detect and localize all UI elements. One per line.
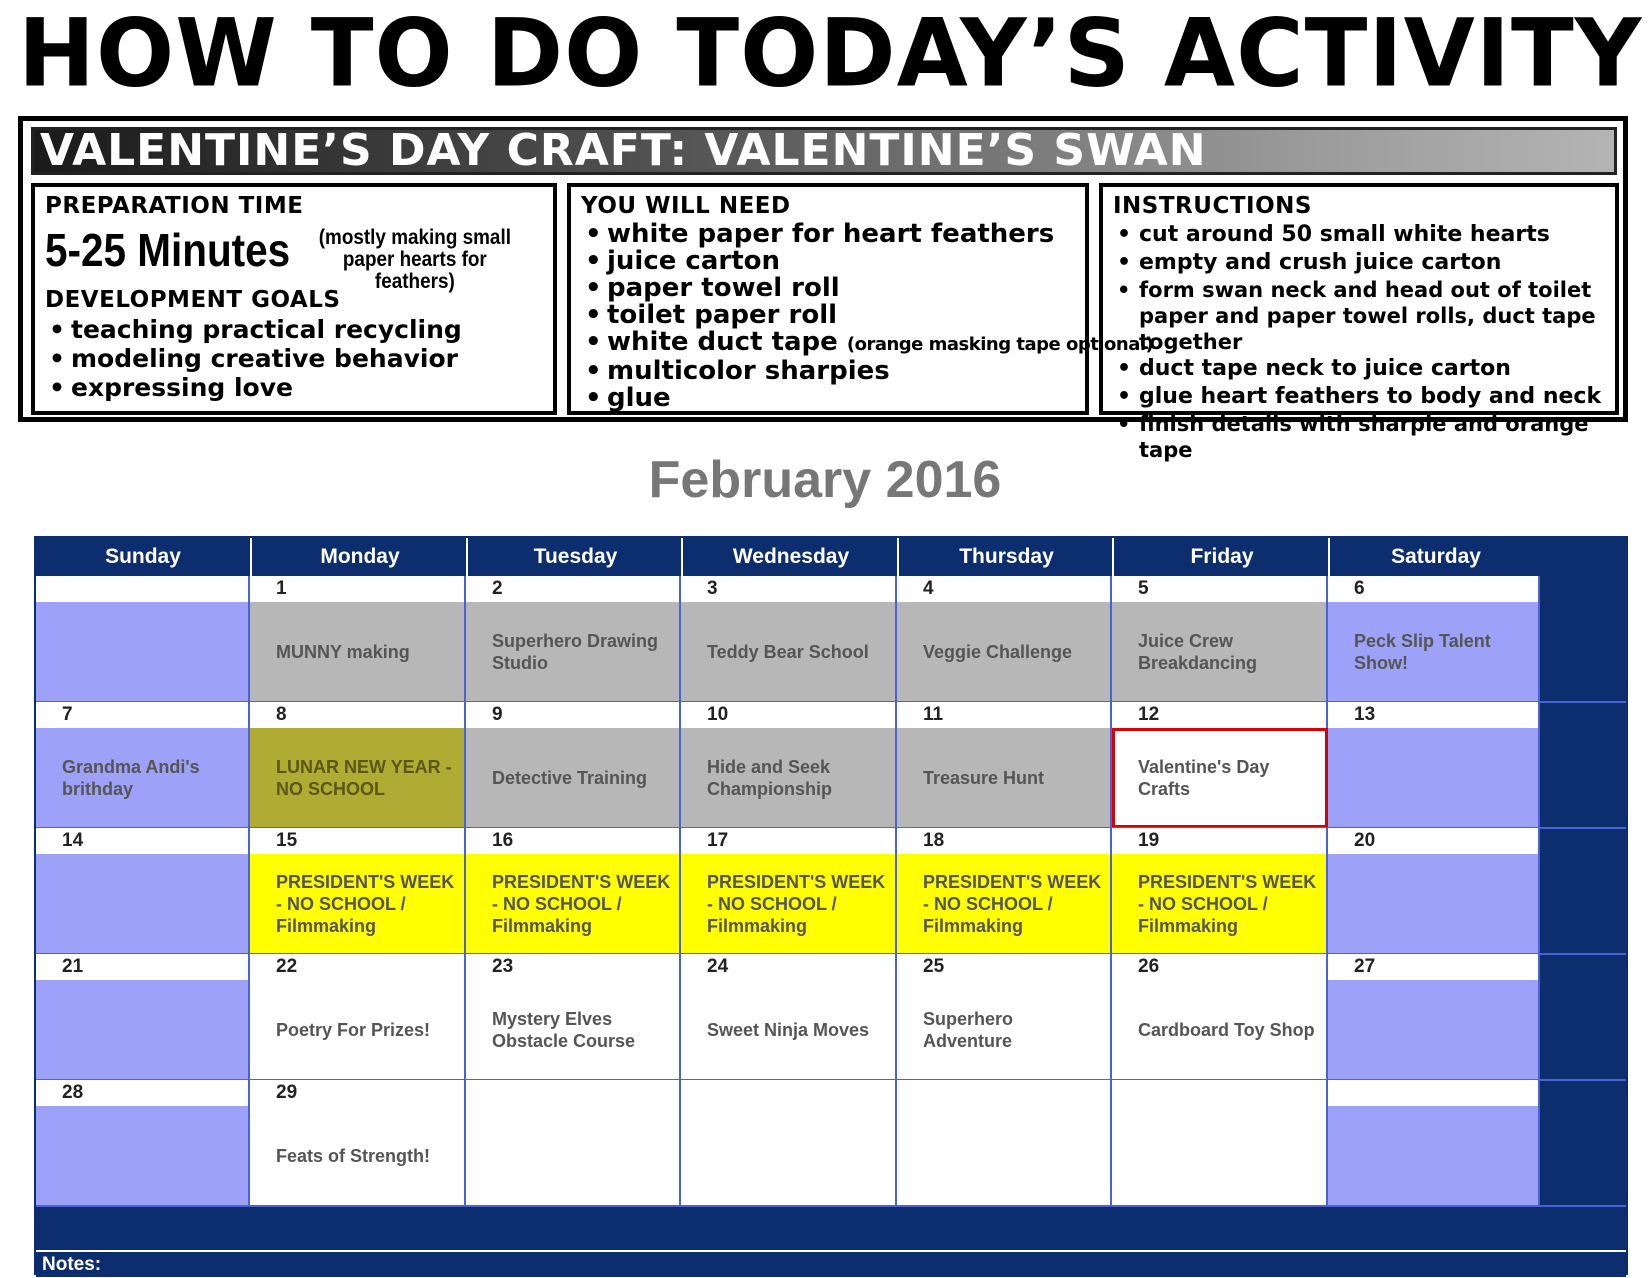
day-cell	[681, 854, 897, 954]
day-number	[1112, 1080, 1328, 1106]
craft-info-box	[18, 116, 1628, 462]
day-number: 10	[681, 702, 897, 728]
craft-title-banner	[31, 127, 1617, 175]
day-number: 29	[250, 1080, 466, 1106]
instruction-item: • empty and crush juice carton	[1113, 249, 1605, 277]
day-cell	[466, 854, 681, 954]
day-number: 25	[897, 954, 1112, 980]
day-cell	[466, 980, 681, 1080]
day-cell	[897, 728, 1112, 828]
day-number: 22	[250, 954, 466, 980]
goal-item: • expressing love	[45, 373, 543, 402]
day-cell	[250, 980, 466, 1080]
event-label: PRESIDENT'S WEEK - NO SCHOOL / Filmmaking	[1138, 872, 1317, 936]
day-number	[466, 1080, 681, 1106]
day-number: 8	[250, 702, 466, 728]
day-cell	[897, 980, 1112, 1080]
material-item	[581, 275, 1075, 302]
material-text: multicolor sharpies	[607, 356, 890, 386]
event-label: PRESIDENT'S WEEK - NO SCHOOL / Filmmaking	[492, 872, 671, 936]
day-cell	[36, 728, 250, 828]
day-number: 21	[36, 954, 250, 980]
instructions-label: INSTRUCTIONS	[1113, 193, 1312, 219]
day-cell	[1328, 728, 1540, 828]
instruction-item: • glue heart feathers to body and neck	[1113, 383, 1605, 411]
day-cell	[250, 854, 466, 954]
day-cell	[1112, 728, 1328, 828]
day-cell	[681, 602, 897, 702]
day-number: 26	[1112, 954, 1328, 980]
material-text: juice carton	[607, 246, 781, 276]
day-number: 15	[250, 828, 466, 854]
event-label: Hide and Seek Championship	[707, 757, 832, 799]
day-cell	[250, 1106, 466, 1206]
materials-list	[581, 219, 1154, 413]
preparation-panel	[31, 183, 557, 415]
day-cell	[897, 854, 1112, 954]
material-text: paper towel roll	[607, 273, 840, 303]
day-cell	[1328, 1106, 1540, 1206]
material-item	[581, 302, 1075, 329]
preparation-time: 5-25 Minutes	[45, 224, 291, 276]
calendar-notes-bar: Notes:	[36, 1250, 1626, 1277]
event-label: Teddy Bear School	[707, 642, 869, 662]
day-number: 20	[1328, 828, 1540, 854]
day-number: 14	[36, 828, 250, 854]
instructions-panel	[1099, 183, 1619, 462]
day-number: 1	[250, 576, 466, 602]
day-number: 7	[36, 702, 250, 728]
calendar-grid	[34, 536, 1628, 1275]
event-label: PRESIDENT'S WEEK - NO SCHOOL / Filmmaking	[923, 872, 1102, 936]
day-number: 13	[1328, 702, 1540, 728]
material-item	[581, 248, 1075, 275]
craft-title: VALENTINE’S DAY CRAFT: VALENTINE’S SWAN	[40, 125, 1207, 176]
instruction-item: • duct tape neck to juice carton	[1113, 355, 1605, 383]
row-divider	[36, 1205, 1626, 1207]
day-number: 5	[1112, 576, 1328, 602]
day-cell	[1112, 1106, 1328, 1206]
event-label: Poetry For Prizes!	[276, 1020, 431, 1040]
material-text: white paper for heart feathers	[607, 219, 1055, 249]
day-cell	[250, 728, 466, 828]
event-label: Detective Training	[492, 768, 648, 788]
day-number: 2	[466, 576, 681, 602]
event-label: Valentine's Day Crafts	[1138, 757, 1270, 799]
instruction-item: • cut around 50 small white hearts	[1113, 221, 1605, 249]
day-cell	[466, 602, 681, 702]
event-label: Feats of Strength!	[276, 1146, 431, 1166]
event-label: Grandma Andi's brithday	[62, 757, 200, 799]
day-number: 27	[1328, 954, 1540, 980]
day-number: 23	[466, 954, 681, 980]
day-cell	[36, 854, 250, 954]
day-number: 3	[681, 576, 897, 602]
day-cell	[1328, 854, 1540, 954]
event-label: PRESIDENT'S WEEK - NO SCHOOL / Filmmaking	[276, 872, 455, 936]
day-header-friday: Friday	[1112, 538, 1330, 576]
event-label: Mystery Elves Obstacle Course	[492, 1009, 636, 1051]
day-number	[1328, 1080, 1540, 1106]
day-number: 11	[897, 702, 1112, 728]
day-number: 6	[1328, 576, 1540, 602]
day-number: 24	[681, 954, 897, 980]
day-number: 9	[466, 702, 681, 728]
goal-item: • modeling creative behavior	[45, 344, 543, 373]
event-label: LUNAR NEW YEAR - NO SCHOOL	[276, 757, 452, 799]
day-cell	[36, 602, 250, 702]
day-cell	[1328, 602, 1540, 702]
event-label: Superhero Drawing Studio	[492, 631, 659, 673]
development-goals-label: DEVELOPMENT GOALS	[45, 287, 341, 313]
instruction-item: • form swan neck and head out of toilet paper and paper towel rolls, duct tape together	[1113, 277, 1605, 355]
day-cell	[36, 1106, 250, 1206]
day-header-sunday: Sunday	[105, 545, 181, 568]
event-label: Veggie Challenge	[923, 642, 1073, 662]
day-number: 28	[36, 1080, 250, 1106]
materials-panel	[567, 183, 1154, 415]
day-cell	[250, 602, 466, 702]
event-label: MUNNY making	[276, 642, 410, 662]
event-label: Superhero Adventure	[923, 1009, 1014, 1051]
day-number: 12	[1112, 702, 1328, 728]
day-cell	[897, 602, 1112, 702]
event-label: PRESIDENT'S WEEK - NO SCHOOL / Filmmaking	[707, 872, 886, 936]
development-goals-list	[45, 315, 543, 402]
instructions-list	[1113, 221, 1605, 463]
material-item	[581, 385, 1075, 412]
preparation-label: PREPARATION TIME	[45, 193, 304, 219]
event-label: Treasure Hunt	[923, 768, 1045, 788]
day-number: 16	[466, 828, 681, 854]
day-number: 17	[681, 828, 897, 854]
day-header-monday: Monday	[250, 538, 468, 576]
day-number	[897, 1080, 1112, 1106]
day-cell	[1328, 980, 1540, 1080]
day-cell	[466, 728, 681, 828]
page-title: HOW TO DO TODAY’S ACTIVITY	[18, 0, 1643, 109]
day-header-thursday: Thursday	[897, 538, 1114, 576]
day-header-wednesday: Wednesday	[681, 538, 899, 576]
day-cell	[897, 1106, 1112, 1206]
material-item	[581, 327, 1154, 358]
event-label: Cardboard Toy Shop	[1138, 1020, 1315, 1040]
day-cell	[1112, 980, 1328, 1080]
day-cell	[681, 728, 897, 828]
day-cell	[36, 980, 250, 1080]
material-text: toilet paper roll	[607, 300, 838, 330]
material-item	[581, 358, 1075, 385]
preparation-row	[45, 221, 543, 293]
day-cell	[1112, 602, 1328, 702]
instruction-item: • finish details with sharpie and orange tape	[1113, 411, 1605, 463]
day-cell	[1112, 854, 1328, 954]
day-number: 4	[897, 576, 1112, 602]
material-item	[581, 221, 1075, 248]
event-label: Peck Slip Talent Show!	[1354, 631, 1491, 673]
event-label: Juice Crew Breakdancing	[1138, 631, 1258, 673]
calendar-month-title: February 2016	[648, 451, 1002, 509]
day-cell	[681, 980, 897, 1080]
day-header-tuesday: Tuesday	[466, 538, 683, 576]
day-number: 19	[1112, 828, 1328, 854]
goal-item: • teaching practical recycling	[45, 315, 543, 344]
material-text: white duct tape	[607, 327, 838, 357]
material-note: (orange masking tape optional)	[846, 334, 1154, 355]
materials-label: YOU WILL NEED	[581, 193, 791, 219]
day-header-saturday: Saturday	[1328, 538, 1542, 576]
day-number	[681, 1080, 897, 1106]
day-cell	[466, 1106, 681, 1206]
day-cell	[681, 1106, 897, 1206]
material-text: glue	[607, 383, 671, 413]
event-label: Sweet Ninja Moves	[707, 1020, 870, 1040]
day-number	[36, 576, 250, 602]
preparation-note: (mostly making small paper hearts for feathers)	[318, 226, 511, 293]
day-number: 18	[897, 828, 1112, 854]
